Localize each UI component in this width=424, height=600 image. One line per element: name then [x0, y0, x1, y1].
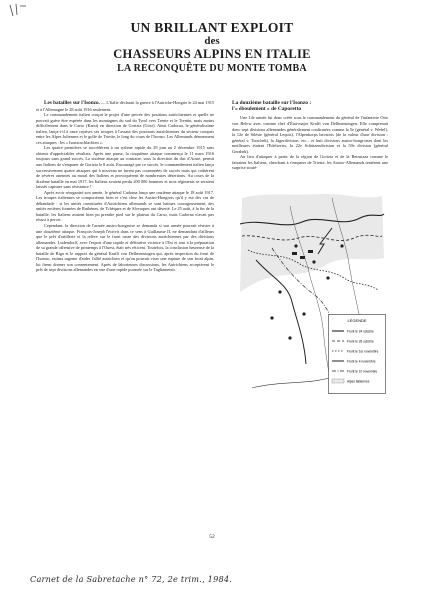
handwritten-scribble-mark	[6, 2, 46, 18]
legend-item-6: Alpes italiennes	[347, 379, 370, 384]
title-line-3: CHASSEURS ALPINS EN ITALIE	[113, 47, 311, 61]
left-column	[36, 100, 214, 273]
title-block	[40, 20, 384, 75]
map-legend-frame	[328, 314, 386, 394]
right-section-title-line-2: l'« éboulement » de Caporetto	[232, 106, 302, 113]
legend-item-1: Front le 24 octobre	[347, 329, 374, 334]
legend-item-2: Front le 26 octobre	[347, 339, 374, 344]
left-paragraph-5: Cependant, la direction de l'armée austro-hongroise se demanda si son armée pourrait résister à une douzième attaque. François-Joseph l'écrivit dans ce sens à Guillaume II, ne demandant d'ailleurs que le prêt d'artillerie et la relève sur le front russe des divisions autrichiennes par des divisions allemandes. Ludendorff, avec l'espoir d'une rapide et définitive victoire à l'Est et tout à la préparation de sa grande offensive de printemps à l'Ouest, était très réticent. Toutefois, la conclusion heureuse de la bataille de Riga et le rapport du général Krafft von Dellmensingen qui, après inspection du front de l'Isonzo, estima urgente d'aider l'allié autrichien et qu'on pouvait viser une rupture de son front alpin, lui firent donner son consentement. Après de laborieuses discussions, les Autrichiens acceptèrent le prêt de sept divisions allemandes en vue d'une rapide poussée sur le Tagliamento.	[36, 223, 214, 273]
right-column	[232, 100, 388, 171]
title-line-1: UN BRILLANT EXPLOIT	[130, 20, 294, 35]
left-paragraph-1	[36, 100, 214, 112]
left-paragraph-4: Après avoir réorganisé son armée, le général Cadorna lança une onzième attaque le 18 août 1917. Les troupes italiennes se comportèrent bien et c'est chez les Austro-Hongrois qu'il y eut des cas de débandade : si les unités constituées d'Autrichiens allemands se sont battues courageusement, des unités entières formées de Ruthènes, de Tchèques et de Slovaques ont déserté. Le 25 août, à la fin de la bataille, les Italiens avaient bien pu prendre pied sur le plateau du Carso, mais Cadorna n'avait pas réussi à percer.	[36, 189, 214, 223]
left-section-title: Les batailles sur l'Isonzo.	[44, 100, 100, 106]
legend-item-5: Front le 10 novembre	[347, 369, 378, 374]
legend-item-3: Front le 1er novembre	[347, 349, 379, 354]
right-paragraph-2: Au lieu d'attaquer à partir de la région de Gorizia et de la Beinsizza comme le faisaient les Italiens, cherchant à s'emparer de Trieste, les Austro-Allemands tentèrent une surprise straté-	[232, 154, 388, 171]
legend-item-4: Front le 4 novembre	[347, 359, 376, 364]
left-paragraph-1-text: — L'Italie déclarait la guerre à l'Autriche-Hongrie le 24 mai 1915 et à l'Allemagne le 28 août 1916 seulement.	[36, 100, 215, 112]
subtitle: LA RECONQUÊTE DU MONTE TOMBA	[117, 63, 307, 74]
left-paragraph-2: Le commandement italien conçut le projet d'une percée des positions autrichiennes et quelle ne pouvait guère être espérée dans les montagnes du sud du Tyrol vers Trente et le Trentin, mais moins difficilement dans le Carso (Karst) en direction de Gorizia (Görz). Ainsi Cadorna, le généralissime italien, lança-t-il à onze reprises ses troupes à l'assaut des positions autrichiennes du secteur compris entre les Alpes Juliennes et le golfe de Trieste, le long du cours de l'Isonzo. Les Allemands dénomment ces attaques : les « Isonzoschlachten ».	[36, 112, 214, 145]
map-legend	[328, 314, 386, 394]
left-paragraph-3: Les quatre premières se succédèrent à un rythme rapide du 29 juin au 2 décembre 1915 sans obtenir d'appréciables résultats. Après une pause, la cinquième attaque commença le 11 mars 1916 toujours sans grand succès. La sixième attaque au contraire, sous la direction du duc d'Aoste, permit aux Italiens de s'emparer de Gorizia le 8 août. Encouragé par ce succès, le commandement italien lança successivement quatre attaques qui à nouveau ne furent pas couronnées de succès mais qui coûtèrent de sévères atteintes au moral des Italiens et provoquèrent de nombreuses désertions. Au cours de la dixième bataille en mai 1917, les Italiens avaient perdu 200 000 hommes et trois régiments se seraient laissés capturer sans résistance !	[36, 145, 214, 190]
handwritten-source-note: Carnet de la Sabretache n° 72, 2e trim., 1984.	[30, 574, 233, 584]
right-section-title-line-1: La douzième bataille sur l'Isonzo :	[232, 100, 312, 106]
right-section-title	[232, 100, 388, 112]
title-line-2: des	[204, 35, 220, 47]
page-number: 52	[209, 534, 215, 540]
legend-title: LÉGENDE	[347, 318, 367, 323]
right-paragraph-1: Une 14e armée fut donc créée sous le commandement du général de l'infanterie Otto von Below avec comme chef d'État-major Krafft von Dellmensingen. Elle comprenait donc sept divisions allemandes généralement confirmées comme la 5e (général v. Wedel), la 12e de Silésie (général Lequis), l'Alpenkorps bavarois (de la valeur d'une division : général v. Tutschek), la Jägerdivision, etc... et huit divisions austro-hongroises dont les meilleures étaient l'Edelweiss, la 22e Schützendivision et la 50e division (général Gerabek).	[232, 115, 388, 154]
